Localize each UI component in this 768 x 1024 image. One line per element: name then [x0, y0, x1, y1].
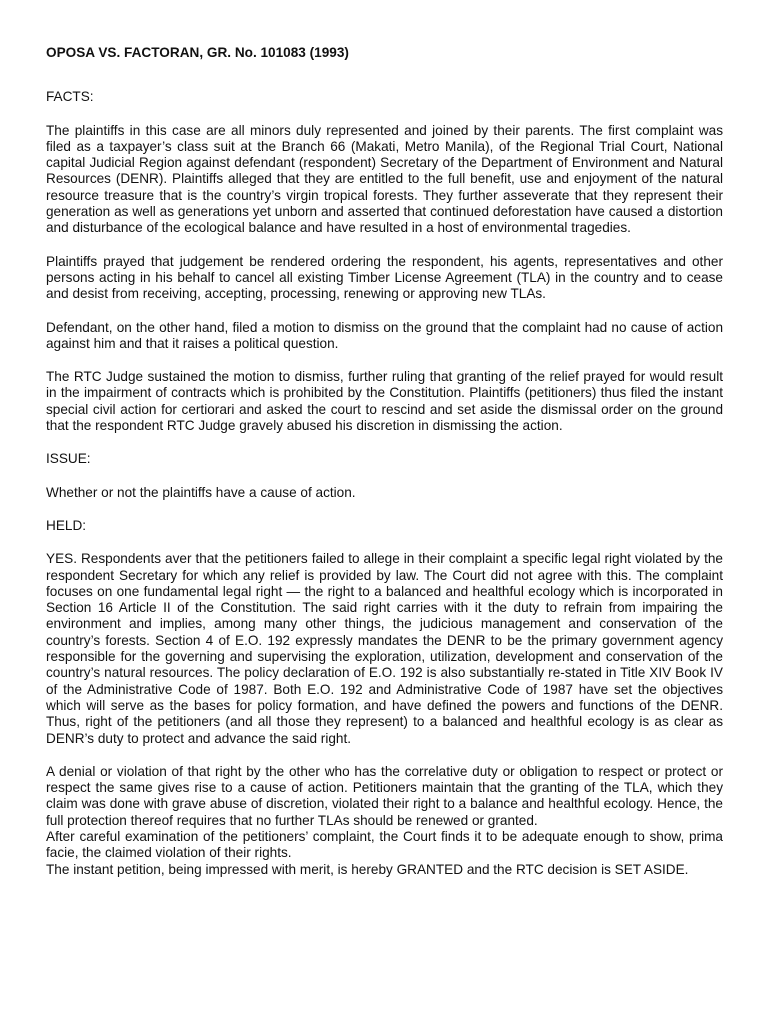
held-paragraph: The instant petition, being impressed with merit, is hereby GRANTED and the RTC decision is SET ASIDE. — [46, 861, 689, 877]
held-paragraph: YES. Respondents aver that the petitioners failed to allege in their complaint a specific legal right violated by the respondent Secretary for which any relief is provided by law. The Court did not agree with this. The complaint focuses on one fundamental legal right — the right to a balanced and healthful ecology which is incorporated in Section 16 Article II of the Constitution. The said right carries with it the duty to refrain from impairing the environment and implies, among many other things, the judicious management and conservation of the country’s forests. Section 4 of E.O. 192 expressly mandates the DENR to be the primary government agency responsible for the governing and supervising the exploration, utilization, development and conservation of the country’s natural resources. The policy declaration of E.O. 192 is also substantially re-stated in Title XIV Book IV of the Administrative Code of 1987. Both E.O. 192 and Administrative Code of 1987 have set the objectives which will serve as the bases for policy formation, and have defined the powers and functions of the DENR. Thus, right of the petitioners (and all those they represent) to a balanced and healthful ecology is as clear as DENR’s duty to protect and advance the said right. — [46, 551, 723, 746]
case-title: OPOSA VS. FACTORAN, GR. No. 101083 (1993) — [46, 45, 349, 60]
issue-text: Whether or not the plaintiffs have a cause of action. — [46, 484, 356, 500]
facts-paragraph: The RTC Judge sustained the motion to dismiss, further ruling that granting of the relief prayed for would result in the impairment of contracts which is prohibited by the Constitution. Plaintiffs (petitioners) thus filed the instant special civil action for certiorari and asked the court to rescind and set aside the dismissal order on the ground that the respondent RTC Judge gravely abused his discretion in dismissing the action. — [46, 369, 723, 434]
issue-heading: ISSUE: — [46, 451, 91, 467]
facts-paragraph: Defendant, on the other hand, filed a motion to dismiss on the ground that the complaint had no cause of action against him and that it raises a political question. — [46, 319, 723, 351]
facts-paragraph: Plaintiffs prayed that judgement be rendered ordering the respondent, his agents, representatives and other persons acting in his behalf to cancel all existing Timber License Agreement (TLA) in the country and to cease and desist from receiving, accepting, processing, renewing or approving new TLAs. — [46, 253, 723, 302]
facts-paragraph: The plaintiffs in this case are all minors duly represented and joined by their parents. The first complaint was filed as a taxpayer’s class suit at the Branch 66 (Makati, Metro Manila), of the Regional Trial Court, National capital Judicial Region against defendant (respondent) Secretary of the Department of Environment and Natural Resources (DENR). Plaintiffs alleged that they are entitled to the full benefit, use and enjoyment of the natural resource treasure that is the country’s virgin tropical forests. They further asseverate that they represent their generation as well as generations yet unborn and asserted that continued deforestation have caused a distortion and disturbance of the ecological balance and have resulted in a host of environmental tragedies. — [46, 122, 723, 236]
held-heading: HELD: — [46, 517, 87, 533]
held-paragraph: After careful examination of the petitioners’ complaint, the Court finds it to be adequate enough to show, prima facie, the claimed violation of their rights. — [46, 828, 723, 861]
held-paragraph: A denial or violation of that right by the other who has the correlative duty or obligation to respect or protect or respect the same gives rise to a cause of action. Petitioners maintain that the granting of the TLA, which they claim was done with grave abuse of discretion, violated their right to a balance and healthful ecology. Hence, the full protection thereof requires that no further TLAs should be renewed or granted. — [46, 763, 723, 828]
document-page — [46, 45, 723, 878]
facts-heading: FACTS: — [46, 89, 94, 105]
